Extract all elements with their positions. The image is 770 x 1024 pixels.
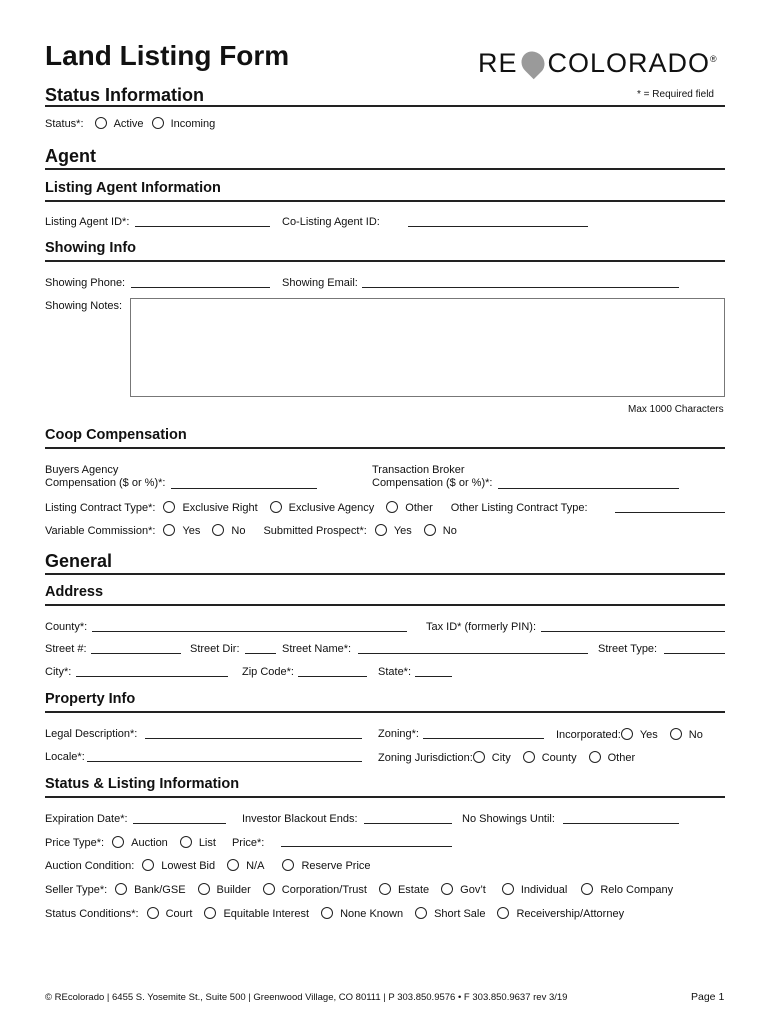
radio-prospect-yes[interactable]	[375, 524, 387, 536]
radio-exclusive-agency[interactable]	[270, 501, 282, 513]
showing-email-field[interactable]	[362, 287, 679, 288]
expiration-date-field[interactable]	[133, 823, 226, 824]
radio-na[interactable]	[227, 859, 239, 871]
section-status-information: Status Information	[45, 85, 205, 105]
page-number: Page 1	[691, 991, 725, 1003]
radio-short-sale[interactable]	[415, 907, 427, 919]
leaf-icon	[516, 47, 549, 80]
listing-agent-id-field[interactable]	[135, 226, 270, 227]
showing-notes-textarea[interactable]	[130, 298, 725, 397]
street-dir-label: Street Dir:	[190, 643, 240, 655]
radio-individual[interactable]	[502, 883, 514, 895]
tax-id-label: Tax ID* (formerly PIN):	[426, 621, 537, 633]
radio-active[interactable]	[95, 117, 107, 129]
buyers-agency-label: Buyers Agency Compensation ($ or %)*:	[45, 464, 166, 489]
radio-other[interactable]	[386, 501, 398, 513]
radio-auction[interactable]	[112, 836, 124, 848]
transaction-broker-field[interactable]	[498, 488, 679, 489]
county-label: County*:	[45, 621, 88, 633]
radio-jurisdiction-city[interactable]	[473, 751, 485, 763]
tax-id-field[interactable]	[541, 631, 725, 632]
city-field[interactable]	[76, 676, 228, 677]
radio-none-known[interactable]	[321, 907, 333, 919]
buyers-agency-field[interactable]	[171, 488, 317, 489]
max-characters-note: Max 1000 Characters	[628, 404, 724, 415]
radio-lowest-bid[interactable]	[142, 859, 154, 871]
zoning-label: Zoning*:	[378, 728, 419, 740]
street-name-label: Street Name*:	[282, 643, 352, 655]
legal-description-label: Legal Description*:	[45, 728, 138, 740]
co-listing-agent-id-label: Co-Listing Agent ID:	[282, 216, 380, 228]
radio-jurisdiction-other[interactable]	[589, 751, 601, 763]
variable-commission-row: Variable Commission*: Yes No Submitted Prospect*: Yes No	[45, 525, 457, 537]
listing-contract-type-row: Listing Contract Type*: Exclusive Right Exclusive Agency Other Other Listing Contract Type:	[45, 502, 588, 514]
street-type-field[interactable]	[664, 653, 725, 654]
price-type-row: Price Type*: Auction List Price*:	[45, 837, 265, 849]
showing-email-label: Showing Email:	[282, 277, 358, 289]
footer-text: © REcolorado | 6455 S. Yosemite St., Suite 500 | Greenwood Village, CO 80111 | P 303.850.9576 • F 303.850.9637 rev 3/19	[45, 992, 568, 1003]
radio-receivership-attorney[interactable]	[497, 907, 509, 919]
showing-phone-field[interactable]	[131, 287, 270, 288]
radio-builder[interactable]	[198, 883, 210, 895]
locale-field[interactable]	[87, 761, 362, 762]
state-label: State*:	[378, 666, 412, 678]
street-number-field[interactable]	[91, 653, 181, 654]
legal-description-field[interactable]	[145, 738, 362, 739]
price-field[interactable]	[281, 846, 452, 847]
radio-varcom-yes[interactable]	[163, 524, 175, 536]
status-row: Status*: Active Incoming	[45, 118, 216, 130]
auction-condition-row: Auction Condition: Lowest Bid N/A Reserve Price	[45, 860, 371, 872]
radio-exclusive-right[interactable]	[163, 501, 175, 513]
showing-notes-label: Showing Notes:	[45, 300, 123, 312]
no-showings-label: No Showings Until:	[462, 813, 555, 825]
radio-bank-gse[interactable]	[115, 883, 127, 895]
listing-agent-heading: Listing Agent Information	[45, 180, 221, 196]
coop-compensation-heading: Coop Compensation	[45, 427, 187, 443]
radio-incorporated-no[interactable]	[670, 728, 682, 740]
zip-field[interactable]	[298, 676, 367, 677]
status-conditions-row: Status Conditions*: Court Equitable Interest None Known Short Sale Receivership/Attorney	[45, 908, 625, 920]
radio-corporation-trust[interactable]	[263, 883, 275, 895]
transaction-broker-label: Transaction Broker Compensation ($ or %)*:	[372, 464, 493, 489]
no-showings-field[interactable]	[563, 823, 679, 824]
other-contract-type-field[interactable]	[615, 512, 725, 513]
radio-prospect-no[interactable]	[424, 524, 436, 536]
address-heading: Address	[45, 584, 104, 600]
locale-label: Locale*:	[45, 751, 85, 763]
listing-agent-id-label: Listing Agent ID*:	[45, 216, 130, 228]
investor-blackout-label: Investor Blackout Ends:	[242, 813, 358, 825]
zoning-field[interactable]	[423, 738, 544, 739]
property-info-heading: Property Info	[45, 691, 136, 707]
radio-jurisdiction-county[interactable]	[523, 751, 535, 763]
co-listing-agent-id-field[interactable]	[408, 226, 588, 227]
status-listing-heading: Status & Listing Information	[45, 776, 240, 792]
radio-relo-company[interactable]	[581, 883, 593, 895]
city-label: City*:	[45, 666, 72, 678]
radio-incoming[interactable]	[152, 117, 164, 129]
radio-varcom-no[interactable]	[212, 524, 224, 536]
radio-equitable-interest[interactable]	[204, 907, 216, 919]
zoning-jurisdiction-row: Zoning Jurisdiction: City County Other	[378, 752, 636, 764]
expiration-date-label: Expiration Date*:	[45, 813, 128, 825]
radio-govt[interactable]	[441, 883, 453, 895]
radio-reserve-price[interactable]	[282, 859, 294, 871]
showing-phone-label: Showing Phone:	[45, 277, 126, 289]
incorporated-row: Incorporated: Yes No	[556, 729, 703, 741]
state-field[interactable]	[415, 676, 452, 677]
street-number-label: Street #:	[45, 643, 87, 655]
form-title: Land Listing Form	[45, 40, 290, 71]
street-dir-field[interactable]	[245, 653, 276, 654]
county-field[interactable]	[92, 631, 407, 632]
seller-type-row: Seller Type*: Bank/GSE Builder Corporation/Trust Estate Gov’t Individual Relo Company	[45, 884, 674, 896]
radio-court[interactable]	[147, 907, 159, 919]
street-name-field[interactable]	[358, 653, 588, 654]
recolorado-logo: RE COLORADO®	[478, 48, 718, 78]
radio-incorporated-yes[interactable]	[621, 728, 633, 740]
street-type-label: Street Type:	[598, 643, 658, 655]
radio-list[interactable]	[180, 836, 192, 848]
section-agent: Agent	[45, 146, 96, 166]
radio-estate[interactable]	[379, 883, 391, 895]
zip-label: Zip Code*:	[242, 666, 294, 678]
section-general: General	[45, 551, 113, 571]
showing-info-heading: Showing Info	[45, 240, 137, 256]
investor-blackout-field[interactable]	[364, 823, 452, 824]
required-note: * = Required field	[637, 89, 714, 100]
